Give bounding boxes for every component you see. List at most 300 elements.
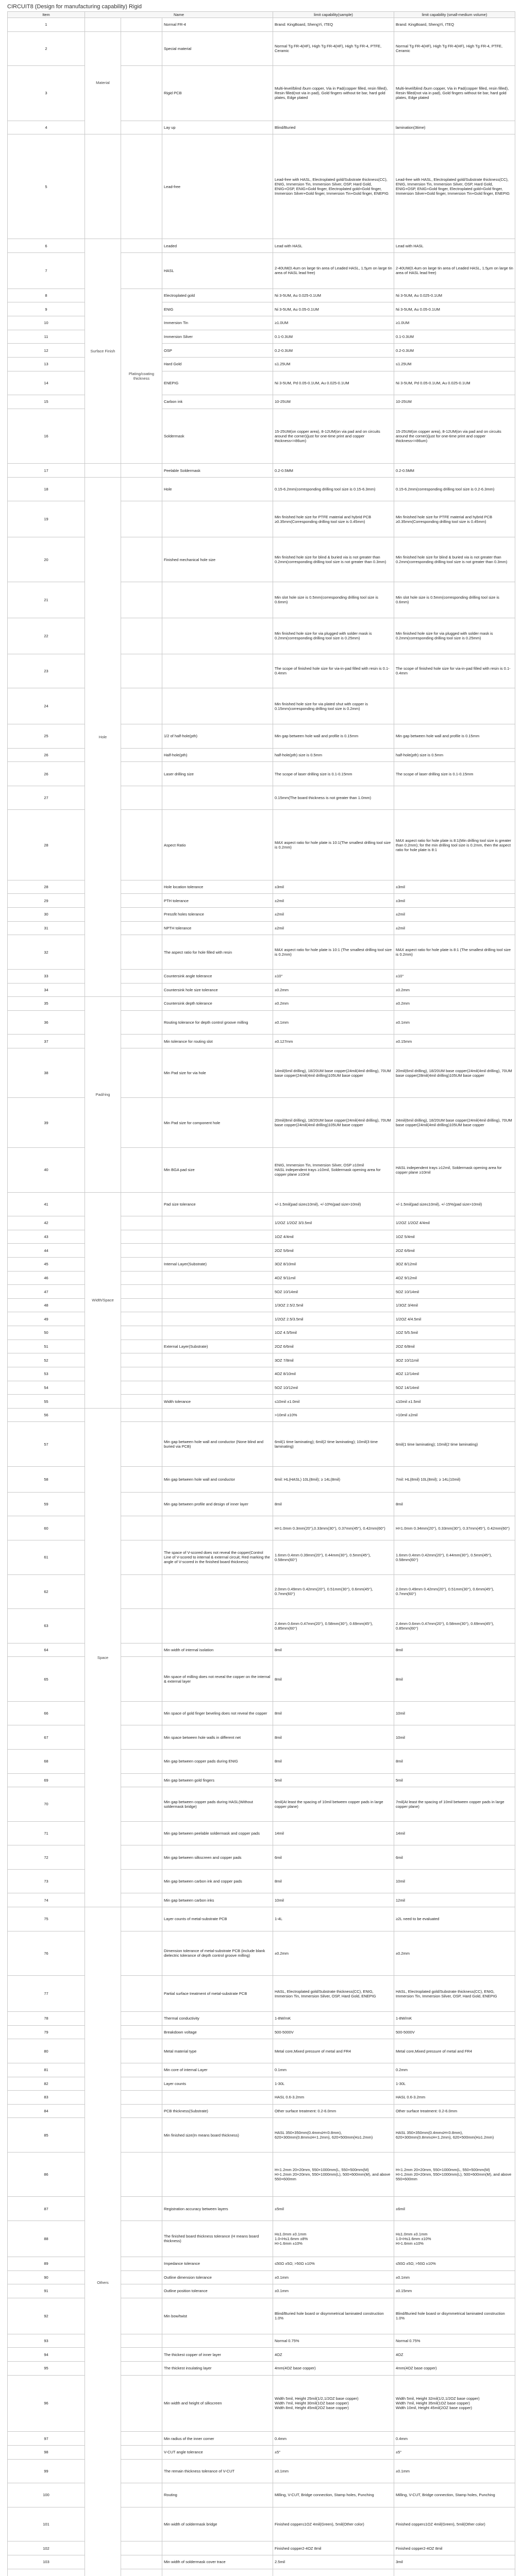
row-limit-volume: Other surface treatment: 0.2-6.0mm <box>394 2104 515 2118</box>
row-name: HASL <box>162 252 273 289</box>
row-group-label: Width/Space <box>85 1192 121 1408</box>
table-row <box>8 1609 515 1643</box>
table-row <box>8 2063 515 2077</box>
table-row <box>8 1216 515 1230</box>
row-name: Min gap between profile and design of inner layer <box>162 1492 273 1516</box>
table-row <box>8 880 515 894</box>
row-item-number: 47 <box>8 1285 85 1299</box>
row-name: PCB thickness(Substrate) <box>162 2104 273 2118</box>
row-subgroup-label <box>121 2270 162 2284</box>
row-subgroup-label <box>121 908 162 922</box>
row-item-number: 42 <box>8 1216 85 1230</box>
table-row <box>8 1098 515 1148</box>
table-row <box>8 2334 515 2348</box>
header-item: Item <box>8 12 85 18</box>
table-row <box>8 2445 515 2459</box>
row-name: Partial surface treatment of metal-substrate PCB <box>162 1976 273 2012</box>
row-limit-sample: ±0.1mm <box>273 2270 394 2284</box>
row-item-number: 16 <box>8 409 85 464</box>
row-limit-volume: 2OZ 6/6mil <box>394 1244 515 1258</box>
table-row <box>8 894 515 908</box>
table-row <box>8 1422 515 1467</box>
row-subgroup-label <box>121 2039 162 2063</box>
table-row <box>8 1540 515 1575</box>
row-name: Lead-free <box>162 134 273 239</box>
row-item-number: 64 <box>8 1643 85 1657</box>
table-row <box>8 983 515 997</box>
row-limit-volume: 8mil <box>394 1643 515 1657</box>
row-name: Min gap between copper pads during HASL(Without soldermask bridge) <box>162 1787 273 1822</box>
row-name: Min width of soldermask bridge <box>162 2507 273 2541</box>
row-limit-volume: 1-30L <box>394 2077 515 2091</box>
row-limit-sample: ENIG, Immersion Tin, Immersion Silver, OSP ≥10mil HASL independent trays ≥10mil, Soldermask opening area for copper plane ≥10mil <box>273 1148 394 1193</box>
table-row <box>8 2569 515 2576</box>
row-limit-volume: Milling, V-CUT, Bridge connection, Stamp holes, Punching <box>394 2483 515 2507</box>
row-subgroup-label <box>121 1340 162 1353</box>
row-limit-sample: 2.0mm 0.49mm 0.42mm(20°), 0.51mm(30°), 0.6mm(45°), 0.7mm(60°) <box>273 1574 394 1609</box>
row-name <box>162 1271 273 1285</box>
table-row <box>8 501 515 537</box>
row-name: Min gap between carbon inks <box>162 1893 273 1907</box>
row-limit-sample: 8mil <box>273 1869 394 1893</box>
row-name: Peelable Soldermask <box>162 464 273 478</box>
row-name: 1/2 of half-hole(pth) <box>162 724 273 749</box>
row-limit-volume: ±10° <box>394 969 515 983</box>
row-item-number: 28 <box>8 810 85 880</box>
row-limit-volume: 10mil <box>394 1869 515 1893</box>
row-limit-volume: 10-25UM <box>394 395 515 409</box>
row-limit-sample: half-hole(pth) size is 0.5mm <box>273 748 394 762</box>
table-row <box>8 1285 515 1299</box>
row-group-label: Pad/ring <box>85 997 121 1192</box>
row-name <box>162 688 273 724</box>
row-limit-volume: 0.15-6.2mm(corresponding drilling tool size is 0.2-6.3mm) <box>394 477 515 501</box>
row-limit-volume: 3mil <box>394 2555 515 2569</box>
row-item-number: 49 <box>8 1312 85 1326</box>
row-subgroup-label <box>121 1657 162 1702</box>
row-name: Outline position tolerance <box>162 2284 273 2298</box>
row-limit-sample: 0.2-0.5MM <box>273 464 394 478</box>
table-row <box>8 1787 515 1822</box>
table-row <box>8 2221 515 2257</box>
row-limit-sample: ±0.1mm <box>273 2284 394 2298</box>
row-subgroup-label <box>121 1574 162 1609</box>
row-name <box>162 2569 273 2576</box>
row-limit-sample: Min finished hole size for PTFE material and hybrid PCB ≥0.35mm(Corresponding drilling tool size is 0.45mm) <box>273 501 394 537</box>
row-limit-volume: 5OZ 10/14mil <box>394 1285 515 1299</box>
row-subgroup-label <box>121 810 162 880</box>
row-item-number: 86 <box>8 2152 85 2197</box>
table-row <box>8 1657 515 1702</box>
row-name <box>162 2152 273 2197</box>
row-limit-volume: ±0.2mm <box>394 1931 515 1976</box>
table-row <box>8 2507 515 2541</box>
row-item-number: 87 <box>8 2197 85 2221</box>
row-item-number: 15 <box>8 395 85 409</box>
row-limit-volume: ≤10mil ±1.5mil <box>394 1395 515 1409</box>
row-limit-sample: 0.15mm(The board thickness is not greater than 1.0mm) <box>273 786 394 810</box>
row-subgroup-label <box>121 1701 162 1725</box>
row-limit-sample: ±3mil <box>273 880 394 894</box>
row-limit-volume: HASL 0.6-3.2mm <box>394 2091 515 2105</box>
row-limit-volume: 0.2-0.3UM <box>394 344 515 358</box>
row-subgroup-label <box>121 1725 162 1750</box>
table-row <box>8 1048 515 1098</box>
row-item-number: 89 <box>8 2257 85 2270</box>
table-row <box>8 2197 515 2221</box>
row-item-number: 29 <box>8 894 85 908</box>
row-item-number: 24 <box>8 688 85 724</box>
table-row <box>8 1257 515 1271</box>
row-subgroup-label <box>121 2334 162 2348</box>
row-item-number: 31 <box>8 921 85 935</box>
row-name: Laser drilling size <box>162 762 273 786</box>
row-item-number: 98 <box>8 2445 85 2459</box>
row-limit-volume: Lead-free with HASL, Electroplated gold/Substrate thickness(CC), ENIG, Immersion Tin, Immersion Silver, OSP, Hard Gold, ENIG+OSP, ENIG+Gold finger, Electroplated gold+Gold finger, Immersion Silver+Gold finger, Immersion Tin+Gold finger, ENEPIG <box>394 134 515 239</box>
row-limit-volume: ±2mil <box>394 908 515 922</box>
row-limit-sample: 1OZ 4.5/5mil <box>273 1326 394 1340</box>
row-name: The remain thickness tolerance of V-CUT <box>162 2459 273 2483</box>
row-subgroup-label <box>121 2257 162 2270</box>
row-limit-sample: +/-1.5mil(pad size≤10mil), +/-10%(pad size>10mil) <box>273 1192 394 1216</box>
row-limit-volume: 2.4mm 0.6mm 0.47mm(20°), 0.58mm(30°), 0.69mm(45°), 0.85mm(60°) <box>394 1609 515 1643</box>
table-row <box>8 2459 515 2483</box>
row-limit-volume: 0.4mm <box>394 2432 515 2446</box>
table-row <box>8 464 515 478</box>
row-limit-volume: MAX aspect ratio for hole plate is 8:1(Min drilling tool size is greater than 0.2mm); for the min drilling tool size is 0.2mm, then the aspect ratio for hole plate is 8:1 <box>394 810 515 880</box>
row-subgroup-label <box>121 1845 162 1870</box>
row-limit-sample: Ni 3-5UM, Pd 0.05-0.1UM, Au 0.025-0.1UM <box>273 371 394 395</box>
row-subgroup-label <box>121 1367 162 1381</box>
row-name: Carbon ink <box>162 395 273 409</box>
row-limit-volume: The scope of laser drilling size is 0.1-0.15mm <box>394 762 515 786</box>
row-name: Min gap between gold fingers <box>162 1773 273 1787</box>
row-limit-sample: Milling, V-CUT, Bridge connection, Stamp holes, Punching <box>273 2483 394 2507</box>
table-row <box>8 654 515 688</box>
table-row <box>8 2091 515 2105</box>
row-item-number: 30 <box>8 908 85 922</box>
row-limit-sample: ±0.127mm <box>273 1035 394 1048</box>
row-subgroup-label <box>121 477 162 501</box>
table-row <box>8 1773 515 1787</box>
row-limit-sample: MAX aspect ratio for hole plate is 10:1 (The smallest drilling tool size is 0.2mm) <box>273 935 394 970</box>
row-limit-volume: ±0.1mm <box>394 1010 515 1035</box>
row-name: Electroplated gold <box>162 289 273 302</box>
row-limit-sample: 2.5mil <box>273 2555 394 2569</box>
row-limit-sample: The scope of finished hole size for via-in-pad filled with resin is 0.1-0.4mm <box>273 654 394 688</box>
row-item-number: 66 <box>8 1701 85 1725</box>
table-row <box>8 1192 515 1216</box>
header-limit-small-medium: limit capability (small-medium volume) <box>394 12 515 18</box>
table-row <box>8 2298 515 2334</box>
row-name: Min width of soldermask cover trace <box>162 2555 273 2569</box>
row-item-number: 83 <box>8 2091 85 2105</box>
row-limit-volume: 10mil <box>394 1725 515 1750</box>
row-limit-volume: 3OZ 10/11mil <box>394 1353 515 1367</box>
table-row <box>8 2118 515 2153</box>
row-item-number: 94 <box>8 2348 85 2362</box>
row-limit-volume: Min finished hole size for via plugged with solder mask is 0.2mm(corresponding drilling tool size is 0.25mm) <box>394 618 515 654</box>
row-name: Layer counts of metal-substrate PCB <box>162 1907 273 1931</box>
row-group-label: Surface Finish <box>85 239 121 464</box>
row-item-number: 101 <box>8 2507 85 2541</box>
row-item-number: 70 <box>8 1787 85 1822</box>
row-limit-volume: H=1.0mm 0.34mm(20°), 0.33mm(30°), 0.37mm(45°), 0.42mm(60°) <box>394 1516 515 1540</box>
row-subgroup-label <box>121 1035 162 1048</box>
table-row <box>8 582 515 618</box>
table-row <box>8 344 515 358</box>
row-name: Min Pad size for component hole <box>162 1098 273 1148</box>
row-limit-sample: 20mil(8mil drilling), 18/20UM base copper(24mil(4mil drilling), 70UM base copper(24mil(4mil drilling)105UM base copper <box>273 1098 394 1148</box>
row-item-number: 61 <box>8 1540 85 1575</box>
row-limit-sample: Normal 0.75% <box>273 2334 394 2348</box>
row-name: Soldermask <box>162 409 273 464</box>
row-item-number: 76 <box>8 1931 85 1976</box>
row-subgroup-label <box>121 618 162 654</box>
table-row <box>8 921 515 935</box>
row-name <box>162 1230 273 1244</box>
table-row <box>8 1367 515 1381</box>
row-subgroup-label <box>121 1312 162 1326</box>
table-row <box>8 1312 515 1326</box>
row-limit-sample: 8mil <box>273 1725 394 1750</box>
row-limit-sample: HASL 350×350mm(0.4mm≤H<0.8mm), 620×300mm(0.8mm≤H<1.2mm), 620×500mm(H≥1.2mm) <box>273 2118 394 2153</box>
row-subgroup-label <box>121 880 162 894</box>
table-row <box>8 2025 515 2039</box>
row-item-number: 54 <box>8 1381 85 1395</box>
table-row <box>8 252 515 289</box>
row-subgroup-label <box>121 2104 162 2118</box>
row-item-number: 34 <box>8 983 85 997</box>
row-limit-volume: Min finished hole size for PTFE material and hybrid PCB ≥0.35mm(Corresponding drilling tool size is 0.45mm) <box>394 501 515 537</box>
row-limit-sample: 2OZ 5/6mil <box>273 1244 394 1258</box>
row-limit-volume <box>394 786 515 810</box>
row-subgroup-label <box>121 921 162 935</box>
table-row <box>8 66 515 121</box>
row-subgroup-label <box>121 969 162 983</box>
table-row <box>8 2077 515 2091</box>
row-subgroup-label <box>121 1976 162 2012</box>
row-limit-volume: Min finished hole size for blind & buried via is not greater than 0.2mm(corresponding drilling tool size is not greater than 0.3mm) <box>394 537 515 582</box>
table-row <box>8 1574 515 1609</box>
row-name: Layer counts <box>162 2077 273 2091</box>
row-subgroup-label <box>121 2077 162 2091</box>
row-item-number: 79 <box>8 2025 85 2039</box>
row-subgroup-label <box>121 1098 162 1148</box>
row-name: Hole <box>162 477 273 501</box>
row-item-number: 25 <box>8 724 85 749</box>
row-limit-sample: 14mil <box>273 1821 394 1845</box>
row-item-number: 21 <box>8 582 85 618</box>
row-subgroup-label <box>121 1773 162 1787</box>
row-subgroup-label <box>121 2284 162 2298</box>
row-name: Min space between hole walls in different net <box>162 1725 273 1750</box>
row-limit-volume: 5OZ 14/14mil <box>394 1381 515 1395</box>
table-row <box>8 330 515 344</box>
row-name <box>162 1326 273 1340</box>
row-limit-volume: ±5° <box>394 2445 515 2459</box>
row-limit-sample: 5OZ 10/12mil <box>273 1381 394 1395</box>
row-item-number: 38 <box>8 1048 85 1098</box>
row-item-number: 53 <box>8 1367 85 1381</box>
header-name: Name <box>85 12 273 18</box>
row-item-number: 4 <box>8 121 85 134</box>
row-limit-volume: HASL independent trays ≥12mil, Soldermask opening area for copper plane ≥10mil <box>394 1148 515 1193</box>
row-item-number: 96 <box>8 2375 85 2432</box>
row-limit-volume: 1/2OZ 4/4.5mil <box>394 1312 515 1326</box>
row-item-number: 5 <box>8 134 85 239</box>
row-subgroup-label <box>121 2555 162 2569</box>
row-item-number: 84 <box>8 2104 85 2118</box>
row-limit-sample: ±10° <box>273 969 394 983</box>
row-item-number: 40 <box>8 1148 85 1193</box>
row-limit-sample: Brand: KingBoard, ShengYi, ITEQ <box>273 18 394 32</box>
row-item-number <box>8 2569 85 2576</box>
row-item-number: 55 <box>8 1395 85 1409</box>
row-limit-volume: half-hole(pth) size is 0.5mm <box>394 748 515 762</box>
table-row <box>8 1230 515 1244</box>
row-subgroup-label <box>121 1216 162 1230</box>
row-item-number: 17 <box>8 464 85 478</box>
row-limit-volume: Finished copper≤1OZ 4mil(Green), 5mil(Other color) <box>394 2507 515 2541</box>
row-limit-sample: 2OZ 6/6mil <box>273 1340 394 1353</box>
row-limit-volume: 0.2-0.5MM <box>394 464 515 478</box>
row-limit-volume: 2-40UM(0.4um on large tin area of Leaded HASL, 1.5μm on large tin area of HASL lead free) <box>394 252 515 289</box>
row-limit-volume: Multi-level/blind /burn copper, Via in Pad(copper filled, resin filled), Resin filled(not via in pad), Gold fingers without tie bar, hard gold plates, Edge plated <box>394 66 515 121</box>
row-name: Hole location tolerance <box>162 880 273 894</box>
table-row <box>8 18 515 32</box>
row-limit-sample: Ni 3-5UM, Au 0.05-0.1UM <box>273 302 394 316</box>
row-name: Half-hole(pth) <box>162 748 273 762</box>
row-limit-sample: Ni 3-5UM, Au 0.025-0.1UM <box>273 289 394 302</box>
row-subgroup-label <box>121 2569 162 2576</box>
row-limit-volume: 2OZ 6/8mil <box>394 1340 515 1353</box>
row-limit-sample: 2.4mm 0.6mm 0.47mm(20°), 0.58mm(30°), 0.69mm(45°), 0.85mm(60°) <box>273 1609 394 1643</box>
row-subgroup-label <box>121 1271 162 1285</box>
row-item-number: 80 <box>8 2039 85 2063</box>
row-limit-volume: Blind/Buried hole board or disymmetrical laminated construction 1.0% <box>394 2298 515 2334</box>
row-limit-volume: ±3mil <box>394 894 515 908</box>
row-subgroup-label <box>121 134 162 239</box>
row-limit-sample: 2-40UM(0.4um on large tin area of Leaded HASL, 1.5μm on large tin area of HASL lead free) <box>273 252 394 289</box>
row-limit-sample: 4OZ <box>273 2348 394 2362</box>
row-name <box>162 582 273 618</box>
row-name: Min space of gold finger beveling does not reveal the copper <box>162 1701 273 1725</box>
row-subgroup-label <box>121 252 162 289</box>
row-name <box>162 2334 273 2348</box>
row-name: Routing <box>162 2483 273 2507</box>
row-name <box>162 1367 273 1381</box>
table-row <box>8 395 515 409</box>
row-limit-volume: 0.2mm <box>394 2063 515 2077</box>
table-row <box>8 810 515 880</box>
row-item-number: 77 <box>8 1976 85 2012</box>
row-item-number: 6 <box>8 239 85 253</box>
row-subgroup-label <box>121 1492 162 1516</box>
row-item-number: 14 <box>8 371 85 395</box>
row-limit-volume: 1-8W/mK <box>394 2012 515 2026</box>
row-limit-volume: 1/3OZ 3/4mil <box>394 1298 515 1312</box>
row-item-number: 52 <box>8 1353 85 1367</box>
row-limit-sample: ≥1.0UM <box>273 316 394 330</box>
row-subgroup-label <box>121 501 162 537</box>
table-row <box>8 31 515 66</box>
row-limit-volume: 15-25UM(on copper area), 8-12UM(on via pad and on circuits around the corner)(just for one-time print and copper thickness<=86um) <box>394 409 515 464</box>
row-subgroup-label <box>121 2541 162 2555</box>
row-item-number: 72 <box>8 1845 85 1870</box>
row-item-number: 81 <box>8 2063 85 2077</box>
row-name: Routing tolerance for depth control groove milling <box>162 1010 273 1035</box>
row-subgroup-label <box>121 1609 162 1643</box>
table-row <box>8 1466 515 1492</box>
row-limit-volume: ±0.1mm <box>394 2459 515 2483</box>
table-row <box>8 371 515 395</box>
row-name <box>162 1381 273 1395</box>
row-subgroup-label <box>121 688 162 724</box>
row-item-number: 58 <box>8 1466 85 1492</box>
row-limit-sample: Min slot hole size is 0.5mm(corresponding drilling tool size is 0.6mm) <box>273 582 394 618</box>
table-row <box>8 1749 515 1773</box>
row-limit-sample: 14mil(6mil drilling), 18/20UM base copper(24mil(4mil drilling), 70UM base copper(24mil(4mil drilling)105UM base copper <box>273 1048 394 1098</box>
table-row <box>8 618 515 654</box>
table-row <box>8 997 515 1011</box>
row-subgroup-label <box>121 724 162 749</box>
table-row <box>8 1298 515 1312</box>
row-item-number: 13 <box>8 357 85 371</box>
table-row <box>8 688 515 724</box>
table-row <box>8 2348 515 2362</box>
row-limit-sample: The scope of laser drilling size is 0.1-0.15mm <box>273 762 394 786</box>
table-row <box>8 1244 515 1258</box>
row-limit-sample: 4OZ 9/11mil <box>273 1271 394 1285</box>
table-row <box>8 2361 515 2375</box>
row-limit-sample: 1/2OZ 1/2OZ 3/3.5mil <box>273 1216 394 1230</box>
row-limit-sample: Blind/Buried hole board or disymmetrical laminated construction 1.0% <box>273 2298 394 2334</box>
row-item-number: 103 <box>8 2555 85 2569</box>
table-row <box>8 239 515 253</box>
row-limit-volume: 4mm(4OZ base copper) <box>394 2361 515 2375</box>
row-limit-volume: 3OZ 8/12mil <box>394 1257 515 1271</box>
row-name <box>162 501 273 537</box>
row-item-number: 48 <box>8 1298 85 1312</box>
row-name: Aspect Ratio <box>162 810 273 880</box>
table-body <box>8 18 515 2576</box>
row-limit-sample: 0.15-6.2mm(corresponding drilling tool size is 0.15-6.3mm) <box>273 477 394 501</box>
row-limit-volume: Ni 3-5UM, Pd 0.05-0.1UM, Au 0.025-0.1UM <box>394 371 515 395</box>
table-row <box>8 409 515 464</box>
row-limit-sample: 3OZ 7/8mil <box>273 1353 394 1367</box>
row-limit-volume: HASL, Electroplated gold/Substrate thickness(CC), ENIG, Immersion Tin, Immersion Silver, OSP, Hard Gold, ENEPIG <box>394 1976 515 2012</box>
row-name: Min core of internal Layer <box>162 2063 273 2077</box>
row-name: PTH tolerance <box>162 894 273 908</box>
row-subgroup-label <box>121 2348 162 2362</box>
row-name: Impedance tolerance <box>162 2257 273 2270</box>
table-row <box>8 724 515 749</box>
row-group-label <box>85 464 121 478</box>
row-limit-volume: ≤1.25UM <box>394 357 515 371</box>
row-subgroup-label <box>121 2361 162 2375</box>
row-name: Min tolerance for routing slot <box>162 1035 273 1048</box>
row-item-number: 18 <box>8 477 85 501</box>
row-limit-volume: ±6mil <box>394 2197 515 2221</box>
table-row <box>8 1907 515 1931</box>
row-limit-volume: 10mil <box>394 1701 515 1725</box>
row-subgroup-label <box>121 1821 162 1845</box>
row-name <box>162 1312 273 1326</box>
row-name <box>162 1353 273 1367</box>
table-row <box>8 357 515 371</box>
row-subgroup-label <box>121 2375 162 2432</box>
